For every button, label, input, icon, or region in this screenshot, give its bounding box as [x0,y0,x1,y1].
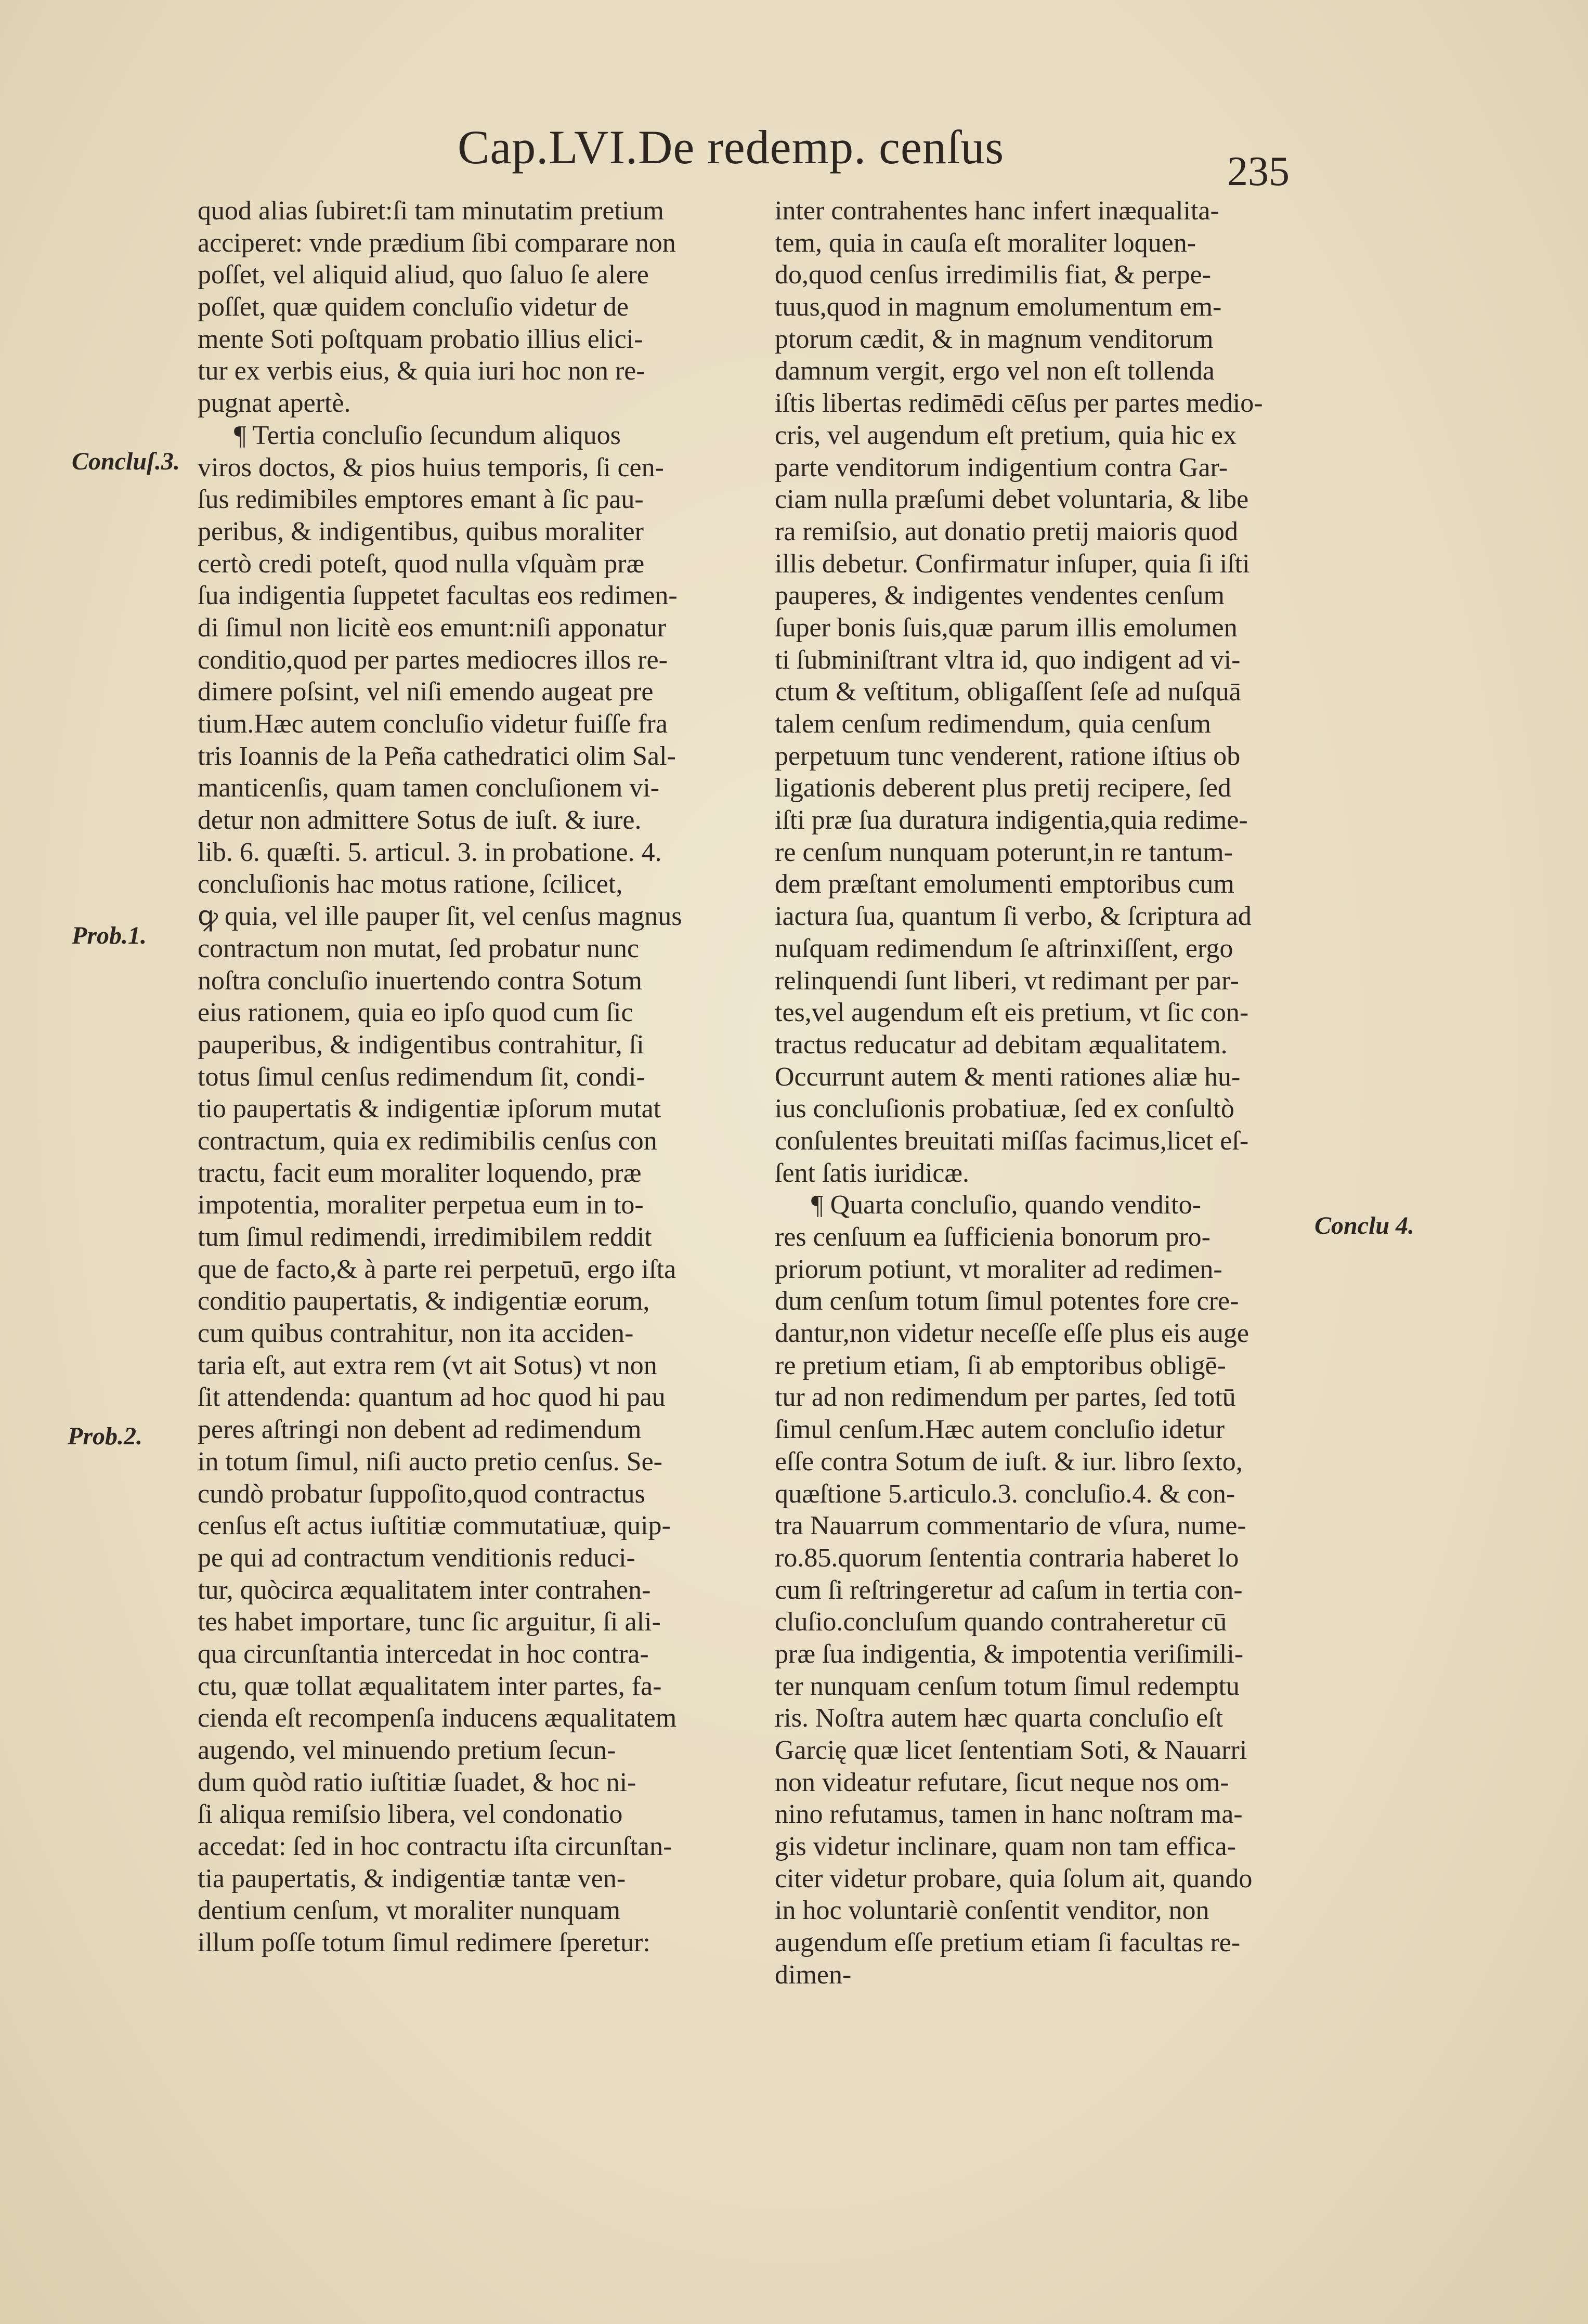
running-head: Cap.LVI.De redemp. cenſus [458,121,1005,174]
text-line: quæſtione 5.articulo.3. concluſio.4. & con- [775,1479,1235,1509]
text-line: poſſet, quæ quidem concluſio videtur de [198,292,629,322]
text-line: do,quod cenſus irredimilis fiat, & perpe- [775,260,1212,290]
text-line: ptorum cædit, & in magnum venditorum [775,324,1214,354]
text-line: dem præſtant emolumenti emptoribus cum [775,869,1234,899]
text-line: ¶ Tertia concluſio ſecundum aliquos [234,420,621,450]
text-line: conditio,quod per partes mediocres illos re- [198,645,668,675]
text-line: iſtis libertas redimēdi cēſus per partes medio- [775,388,1263,419]
text-line: tractu, facit eum moraliter loquendo, præ [198,1158,642,1188]
text-line: nuſquam redimendum ſe aſtrinxiſſent, ergo [775,933,1233,963]
text-line: lib. 6. quæſti. 5. articul. 3. in probatione. 4. [198,837,662,867]
text-line: impotentia, moraliter perpetua eum in to- [198,1190,644,1220]
text-line: tem, quia in cauſa eſt moraliter loquen- [775,228,1196,258]
text-line: poſſet, vel aliquid aliud, quo ſaluo ſe alere [198,260,649,290]
text-line: cum ſi reſtringeretur ad caſum in tertia con- [775,1575,1243,1605]
margin-note-proof-1: Prob.1. [72,922,147,949]
margin-note-conclusion-4: Conclu 4. [1314,1212,1415,1239]
text-line: qua circunſtantia intercedat in hoc contra- [198,1639,649,1669]
text-line: ra remiſsio, aut donatio pretij maioris quod [775,516,1239,546]
text-line: tur, quòcirca æqualitatem inter contrahen- [198,1575,651,1605]
text-line: conditio paupertatis, & indigentiæ eorum, [198,1286,650,1316]
text-line: ciam nulla præſumi debet voluntaria, & libe [775,485,1249,515]
text-line: dantur,non videtur neceſſe eſſe plus eis auge [775,1318,1249,1349]
text-line: præ ſua indigentia, & impotentia veriſimili- [775,1639,1244,1669]
text-line: eius rationem, quia eo ipſo quod cum ſic [198,998,633,1028]
text-line: ¶ Quarta concluſio, quando vendito- [811,1190,1201,1220]
text-line: in totum ſimul, niſi aucto pretio cenſus. Se- [198,1446,662,1477]
text-line: cris, vel augendum eſt pretium, quia hic ex [775,420,1237,450]
text-line: contractum, quia ex redimibilis cenſus con [198,1126,657,1156]
text-line: ctu, quæ tollat æqualitatem inter partes, fa- [198,1671,662,1701]
text-line: tra Nauarrum commentario de vſura, nume- [775,1511,1246,1541]
text-line: damnum vergit, ergo vel non eſt tollenda [775,356,1215,386]
text-line: ſent ſatis iuridicæ. [775,1158,970,1188]
text-line: Garcię quæ licet ſententiam Soti, & Nauarri [775,1735,1247,1765]
text-line: viros doctos, & pios huius temporis, ſi cen- [198,452,664,482]
text-line: ſua indigentia ſuppetet facultas eos redimen- [198,581,678,611]
text-line: augendum eſſe pretium etiam ſi facultas re- [775,1928,1241,1958]
text-line: dimen- [775,1960,852,1990]
text-line: augendo, vel minuendo pretium ſecun- [198,1735,616,1765]
text-line: quod alias ſubiret:ſi tam minutatim pretium [198,196,664,226]
right-text-column [775,198,1300,1994]
text-line: ligationis deberent plus pretij recipere, ſed [775,773,1231,803]
text-line: certò credi poteſt, quod nulla vſquàm præ [198,549,645,579]
text-line: relinquendi ſunt liberi, vt redimant per par- [775,965,1239,996]
text-line: tes habet importare, tunc ſic arguitur, ſi ali- [198,1607,661,1637]
text-line: dentium cenſum, vt moraliter nunquam [198,1896,621,1926]
text-line: mente Soti poſtquam probatio illius elici- [198,324,643,354]
text-line: ter nunquam cenſum totum ſimul redemptu [775,1671,1240,1701]
text-line: dimere poſsint, vel niſi emendo augeat pre [198,677,654,707]
text-line: tris Ioannis de la Peña cathedratici olim Sal- [198,741,676,771]
text-line: cluſio.concluſum quando contraheretur cū [775,1607,1227,1637]
page-number: 235 [1227,149,1290,194]
text-line: peres aſtringi non debent ad redimendum [198,1415,642,1445]
text-line: conſulentes breuitati miſſas facimus,licet eſ- [775,1126,1249,1156]
text-line: iſti præ ſua duratura indigentia,quia redime- [775,805,1248,835]
text-line: nino refutamus, tamen in hanc noſtram ma- [775,1799,1243,1830]
text-line: tio paupertatis & indigentiæ ipſorum mutat [198,1094,661,1124]
text-line: talem cenſum redimendum, quia cenſum [775,709,1211,739]
text-line: ris. Noſtra autem hæc quarta concluſio eſt [775,1703,1223,1733]
text-line: ti ſubminiſtrant vltra id, quo indigent ad vi- [775,645,1241,675]
text-line: acciperet: vnde prædium ſibi comparare non [198,228,676,258]
text-line: illum poſſe totum ſimul redimere ſperetur: [198,1928,650,1958]
text-line: ius concluſionis probatiuæ, ſed ex conſultò [775,1094,1234,1124]
text-line: priorum potiunt, vt moraliter ad redimen- [775,1254,1222,1284]
text-line: res cenſuum ea ſufficienia bonorum pro- [775,1222,1210,1252]
text-line: cum quibus contrahitur, non ita acciden- [198,1318,634,1349]
text-line: ſi aliqua remiſsio libera, vel condonatio [198,1799,623,1830]
text-line: contractum non mutat, ſed probatur nunc [198,933,640,963]
text-line: pe qui ad contractum venditionis reduci- [198,1543,635,1573]
text-line: parte venditorum indigentium contra Gar- [775,452,1228,482]
text-line: eſſe contra Sotum de iuſt. & iur. libro ſexto, [775,1446,1243,1477]
text-line: inter contrahentes hanc infert inæqualita- [775,196,1219,226]
text-line: pauperibus, & indigentibus contrahitur, ſi [198,1029,644,1060]
text-line: illis debetur. Confirmatur inſuper, quia ſi iſti [775,549,1250,579]
text-line: ꝙ quia, vel ille pauper ſit, vel cenſus magnus [198,902,682,932]
text-line: totus ſimul cenſus redimendum ſit, condi- [198,1062,645,1092]
margin-note-proof-2: Prob.2. [68,1422,142,1450]
text-line: manticenſis, quam tamen concluſionem vi- [198,773,660,803]
text-line: tur ad non redimendum per partes, ſed totū [775,1382,1236,1413]
text-line: non videatur refutare, ſicut neque nos om- [775,1767,1229,1797]
text-line: noſtra concluſio inuertendo contra Sotum [198,965,642,996]
text-line: tuus,quod in magnum emolumentum em- [775,292,1222,322]
margin-note-conclusion-3: Concluſ.3. [72,448,180,475]
text-line: ro.85.quorum ſententia contraria haberet lo [775,1543,1239,1573]
text-line: re cenſum nunquam poterunt,in re tantum- [775,837,1233,867]
text-line: Occurrunt autem & menti rationes aliæ hu- [775,1062,1241,1092]
text-line: concluſionis hac motus ratione, ſcilicet, [198,869,623,899]
text-line: citer videtur probare, quia ſolum ait, quando [775,1863,1253,1894]
text-line: que de facto,& à parte rei perpetuū, ergo iſta [198,1254,676,1284]
text-line: dum quòd ratio iuſtitiæ ſuadet, & hoc ni- [198,1767,636,1797]
text-line: di ſimul non licitè eos emunt:niſi apponatur [198,612,667,643]
text-line: ctum & veſtitum, obligaſſent ſeſe ad nuſquā [775,677,1241,707]
text-line: pugnat apertè. [198,388,351,419]
text-line: accedat: ſed in hoc contractu iſta circunſtan- [198,1832,672,1862]
text-line: cenſus eſt actus iuſtitiæ commutatiuæ, quip- [198,1511,671,1541]
text-line: cundò probatur ſuppoſito,quod contractus [198,1479,645,1509]
text-line: in hoc voluntariè conſentit venditor, non [775,1896,1209,1926]
text-line: taria eſt, aut extra rem (vt ait Sotus) vt non [198,1350,657,1380]
text-line: gis videtur inclinare, quam non tam effica- [775,1832,1236,1862]
text-line: peribus, & indigentibus, quibus moraliter [198,516,644,546]
text-line: tur ex verbis eius, & quia iuri hoc non re- [198,356,645,386]
text-line: iactura ſua, quantum ſi verbo, & ſcriptura ad [775,902,1252,932]
text-line: cienda eſt recompenſa inducens æqualitatem [198,1703,677,1733]
text-line: pauperes, & indigentes vendentes cenſum [775,581,1225,611]
text-line: ſit attendenda: quantum ad hoc quod hi pau [198,1382,666,1413]
text-line: re pretium etiam, ſi ab emptoribus obligē- [775,1350,1226,1380]
text-line: ſus redimibiles emptores emant à ſic pau- [198,485,644,515]
left-text-column [198,198,738,1962]
text-line: tractus reducatur ad debitam æqualitatem. [775,1029,1228,1060]
text-line: perpetuum tunc venderent, ratione iſtius ob [775,741,1241,771]
text-line: ſimul cenſum.Hæc autem concluſio idetur [775,1415,1225,1445]
text-line: detur non admittere Sotus de iuſt. & iure. [198,805,642,835]
text-line: tum ſimul redimendi, irredimibilem reddit [198,1222,652,1252]
text-line: ſuper bonis ſuis,quæ parum illis emolumen [775,612,1238,643]
text-line: tium.Hæc autem concluſio videtur fuiſſe fra [198,709,668,739]
text-line: tes,vel augendum eſt eis pretium, vt ſic con- [775,998,1249,1028]
text-line: tia paupertatis, & indigentiæ tantæ ven- [198,1863,626,1894]
text-line: dum cenſum totum ſimul potentes fore cre- [775,1286,1239,1316]
